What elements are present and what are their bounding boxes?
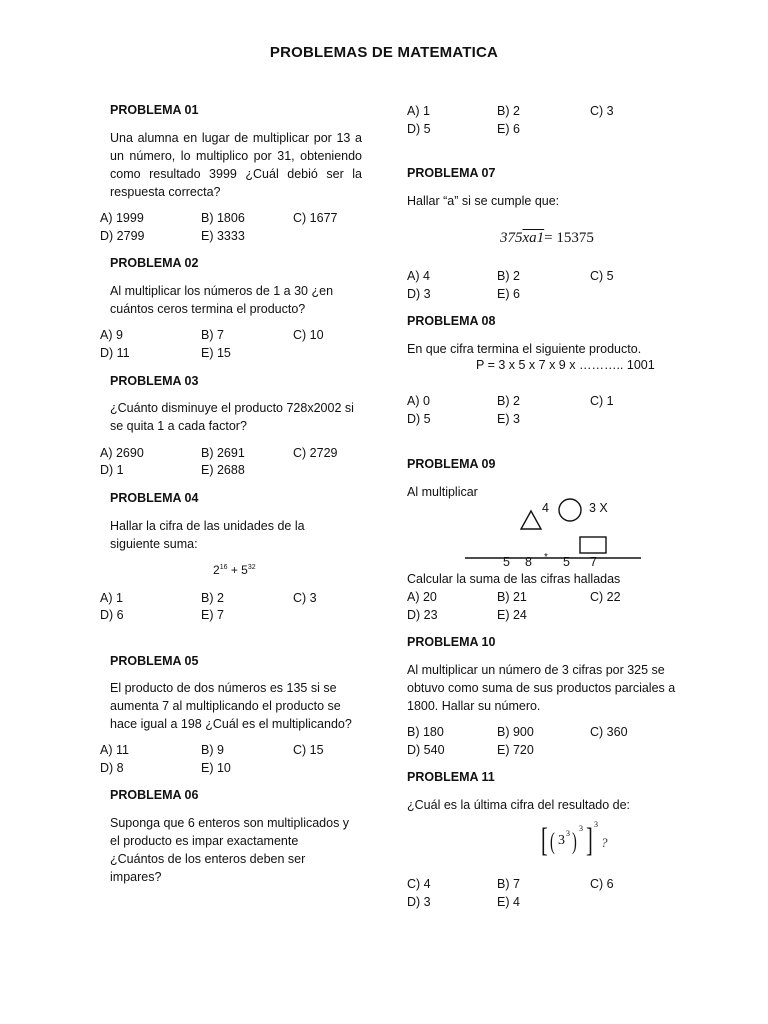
problem-06-option-e: E) 6	[497, 122, 520, 136]
problem-04-text: Hallar la cifra de las unidades de la siguiente suma:	[110, 519, 305, 551]
problem-06-line-4: impares?	[110, 870, 162, 884]
multiplicand-digit-4: 4	[542, 501, 549, 515]
problem-08-option-c: C) 1	[590, 394, 614, 408]
problem-03-text: ¿Cuánto disminuye el producto 728x2002 si se quita 1 a cada factor?	[110, 401, 354, 433]
result-star: *	[544, 552, 548, 563]
problem-02-option-b: B) 7	[201, 328, 224, 342]
problem-08-formula: P = 3 x 5 x 7 x 9 x ……….. 1001	[476, 358, 655, 372]
problem-07-option-d: D) 3	[407, 287, 431, 301]
circle-icon	[557, 497, 583, 523]
problem-11-option-e: E) 4	[497, 895, 520, 909]
problem-07-text: Hallar “a” si se cumple que:	[407, 194, 560, 208]
problem-05-option-b: B) 9	[201, 743, 224, 757]
problem-09-option-c: C) 22	[590, 590, 621, 604]
problem-02-text: Al multiplicar los números de 1 a 30 ¿en cuántos ceros termina el producto?	[110, 284, 334, 316]
problem-08-heading: PROBLEMA 08	[407, 314, 496, 328]
problem-11-option-c: C) 6	[590, 877, 614, 891]
problem-01-text: Una alumna en lugar de multiplicar por 13 a un número, lo multiplico por 31, obteniendo como resultado 3999 ¿Cuál debió ser la respuesta correcta?	[110, 131, 362, 199]
problem-08-text: En que cifra termina el siguiente producto.	[407, 342, 642, 356]
problem-09-option-d: D) 23	[407, 608, 438, 622]
problem-03-option-a: A) 2690	[100, 446, 144, 460]
problem-06-option-c: C) 3	[590, 104, 614, 118]
problem-01-heading: PROBLEMA 01	[110, 103, 199, 117]
problem-03-option-e: E) 2688	[201, 463, 245, 477]
problem-03-option-c: C) 2729	[293, 446, 338, 460]
problem-01-option-b: B) 1806	[201, 211, 245, 225]
problem-07-formula: 375xa1= 15375	[500, 230, 594, 246]
problem-10-option-c: C) 360	[590, 725, 628, 739]
problem-09-text-2: Calcular la suma de las cifras halladas	[407, 572, 621, 586]
problem-09-heading: PROBLEMA 09	[407, 457, 496, 471]
problem-05-option-c: C) 15	[293, 743, 324, 757]
problem-05-option-e: E) 10	[201, 761, 231, 775]
problem-02-heading: PROBLEMA 02	[110, 256, 199, 270]
problem-07-option-c: C) 5	[590, 269, 614, 283]
problem-06-line-3: ¿Cuántos de los enteros deben ser	[110, 852, 306, 866]
problem-08-option-b: B) 2	[497, 394, 520, 408]
problem-10-heading: PROBLEMA 10	[407, 635, 496, 649]
problem-01-option-a: A) 1999	[100, 211, 144, 225]
problem-06-option-a: A) 1	[407, 104, 430, 118]
problem-07-heading: PROBLEMA 07	[407, 166, 496, 180]
problem-01-option-c: C) 1677	[293, 211, 338, 225]
problem-03-heading: PROBLEMA 03	[110, 374, 199, 388]
problem-07-option-a: A) 4	[407, 269, 430, 283]
problem-07-option-b: B) 2	[497, 269, 520, 283]
problem-02-option-c: C) 10	[293, 328, 324, 342]
problem-06-line-1: Suponga que 6 enteros son multiplicados y	[110, 816, 350, 830]
problem-06-line-2: el producto es impar exactamente	[110, 834, 299, 848]
problem-05-option-a: A) 11	[100, 743, 129, 757]
problem-02-option-a: A) 9	[100, 328, 123, 342]
problem-07-option-e: E) 6	[497, 287, 520, 301]
problem-10-text: Al multiplicar un número de 3 cifras por 325 se obtuvo como suma de sus productos parciales a 1800. Hallar su número.	[407, 663, 676, 713]
problem-09-option-e: E) 24	[497, 608, 527, 622]
problem-08-option-d: D) 5	[407, 412, 431, 426]
problem-04-heading: PROBLEMA 04	[110, 491, 199, 505]
result-digit-8: 8	[525, 555, 532, 569]
problem-08-option-e: E) 3	[497, 412, 520, 426]
problem-10-option-e: E) 720	[497, 743, 534, 757]
multiplication-line	[465, 556, 641, 560]
problem-04-option-d: D) 6	[100, 608, 124, 622]
triangle-icon	[519, 509, 543, 531]
problem-11-option-d: D) 3	[407, 895, 431, 909]
problem-05-text: El producto de dos números es 135 si se aumenta 7 al multiplicando el producto se hace igual a 198 ¿Cuál es el multiplicando?	[110, 681, 352, 731]
multiplier-3-times: 3 X	[589, 501, 608, 515]
problem-11-option-a: C) 4	[407, 877, 431, 891]
problem-05-option-d: D) 8	[100, 761, 124, 775]
page-title: PROBLEMAS DE MATEMATICA	[269, 44, 499, 61]
problem-06-option-d: D) 5	[407, 122, 431, 136]
problem-11-heading: PROBLEMA 11	[407, 770, 495, 784]
problem-11-formula: [ ( 3 3 ) 3 ] 3 ?	[541, 820, 608, 859]
problem-09-option-a: A) 20	[407, 590, 437, 604]
result-digit-7: 7	[590, 555, 597, 569]
problem-10-option-b: B) 900	[497, 725, 534, 739]
problem-08-option-a: A) 0	[407, 394, 430, 408]
problem-02-option-d: D) 11	[100, 346, 130, 360]
problem-06-heading: PROBLEMA 06	[110, 788, 199, 802]
problem-01-option-d: D) 2799	[100, 229, 145, 243]
problem-04-option-b: B) 2	[201, 591, 224, 605]
problem-01-option-e: E) 3333	[201, 229, 245, 243]
problem-04-formula: $2^{16} + 5^{32}$	[213, 563, 256, 577]
problem-10-option-d: D) 540	[407, 743, 445, 757]
problem-09-option-b: B) 21	[497, 590, 527, 604]
problem-03-option-b: B) 2691	[201, 446, 245, 460]
problem-10-option-a: B) 180	[407, 725, 444, 739]
square-icon	[579, 536, 608, 555]
problem-04-option-a: A) 1	[100, 591, 123, 605]
problem-04-option-e: E) 7	[201, 608, 224, 622]
problem-09-text: Al multiplicar	[407, 485, 478, 499]
problem-11-text: ¿Cuál es la última cifra del resultado de:	[407, 798, 631, 812]
problem-06-option-b: B) 2	[497, 104, 520, 118]
problem-02-option-e: E) 15	[201, 346, 231, 360]
result-digit-5a: 5	[503, 555, 510, 569]
problem-05-heading: PROBLEMA 05	[110, 654, 199, 668]
problem-11-option-b: B) 7	[497, 877, 520, 891]
result-digit-5b: 5	[563, 555, 570, 569]
problem-03-option-d: D) 1	[100, 463, 124, 477]
problem-04-option-c: C) 3	[293, 591, 317, 605]
